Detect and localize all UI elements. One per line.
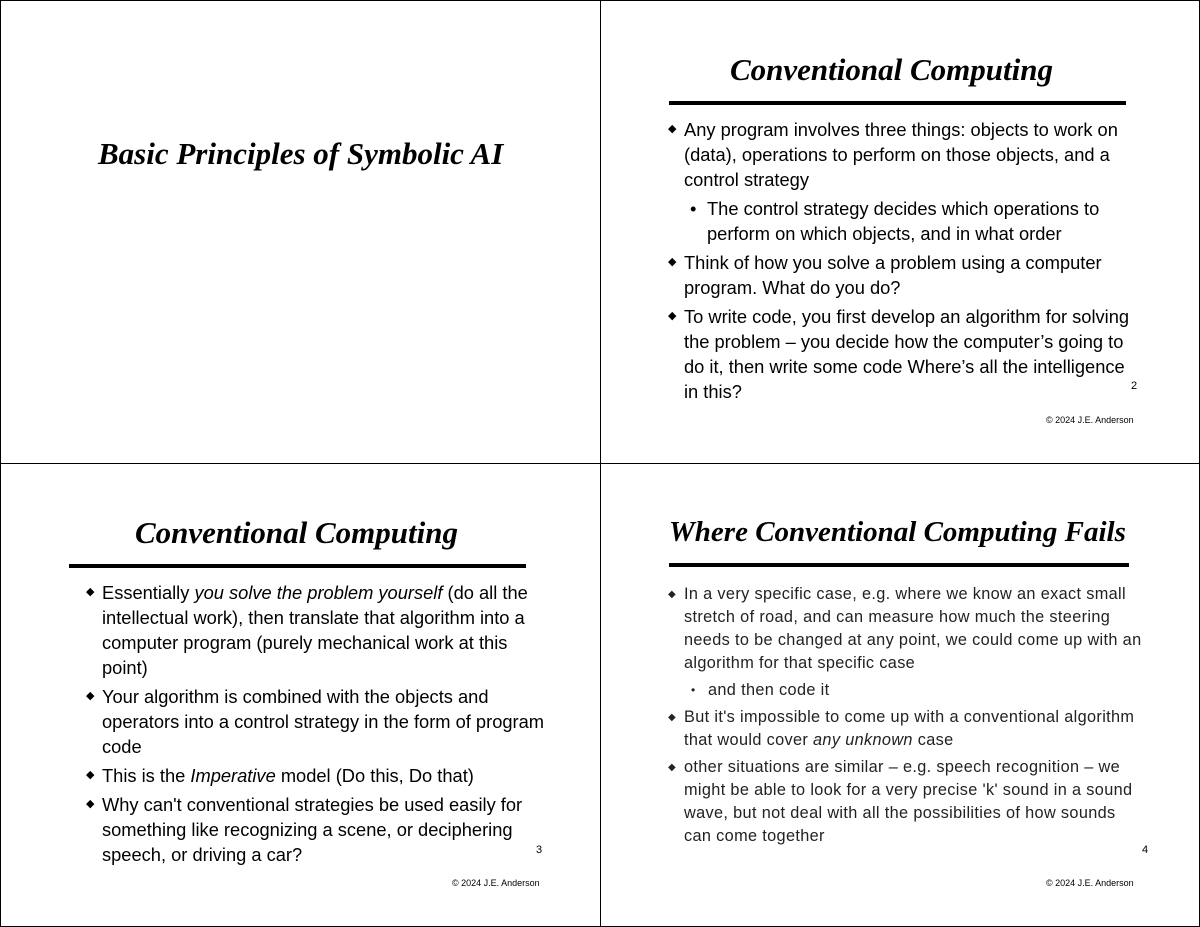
sub-bullet-text: The control strategy decides which operations to perform on which objects, and in what order [707,198,1100,244]
bullet-item [86,684,556,759]
bullet-item [668,304,1138,404]
slide-4 [600,463,1200,926]
copyright-notice: © 2024 J.E. Anderson [1046,878,1134,888]
title-rule [69,564,526,568]
diamond-bullet-icon: ◆ [86,586,95,598]
bullet-text: other situations are similar – e.g. speech recognition – we might be able to look for a very precise 'k' sound in a sound wave, but not deal with all the possibilities of how sounds can come together [684,758,1133,845]
sub-bullet-item [668,679,1143,702]
diamond-bullet-icon: ◆ [668,123,677,135]
diamond-bullet-icon: ◆ [86,798,95,810]
dot-bullet-icon: • [691,683,696,697]
bullet-text: Think of how you solve a problem using a computer program. What do you do? [684,252,1102,298]
slide-2-title: Conventional Computing [730,52,1054,87]
bullet-item [668,583,1143,675]
sub-bullet-item [668,196,1138,246]
diamond-bullet-icon: ◆ [668,256,677,268]
slide-2 [600,0,1200,463]
diamond-bullet-icon: ◆ [86,769,95,781]
bullet-item [668,250,1138,300]
slide-1 [0,0,600,463]
diamond-bullet-icon: ◆ [668,762,677,773]
bullet-item [86,792,556,867]
title-rule [669,563,1129,567]
slide-2-body [668,117,1138,408]
bullet-text-end: (do all the intellectual work), then translate that algorithm into a computer program (purely mechanical work at this point) [102,582,528,678]
bullet-text-end: model (Do this, Do that) [275,765,474,786]
page-number: 4 [1142,844,1149,856]
slide-3-title: Conventional Computing [135,515,459,550]
bullet-item [668,706,1143,752]
copyright-notice: © 2024 J.E. Anderson [1046,415,1134,425]
diamond-bullet-icon: ◆ [668,310,677,322]
bullet-text-start: Essentially [102,582,195,603]
sub-bullet-text: and then code it [708,681,830,699]
diamond-bullet-icon: ◆ [86,690,95,702]
page-number: 2 [1131,380,1138,392]
bullet-text: Any program involves three things: objects to work on (data), operations to perform on those objects, and a control strategy [684,119,1118,190]
bullet-text-end: case [912,731,954,749]
slide-4-title: Where Conventional Computing Fails [669,516,1126,548]
bullet-item [668,756,1143,848]
bullet-text: Why can't conventional strategies be used easily for something like recognizing a scene, or deciphering speech, or driving a car? [102,794,523,865]
dot-bullet-icon: • [690,198,697,219]
bullet-text: To write code, you first develop an algorithm for solving the problem – you decide how the computer’s going to do it, then write some code Where’s all the intelligence in this? [684,306,1130,402]
copyright-notice: © 2024 J.E. Anderson [452,878,540,888]
bullet-text-emphasis: any unknown [813,731,913,749]
slide-4-body [668,583,1143,852]
diamond-bullet-icon: ◆ [668,712,677,723]
bullet-text: Your algorithm is combined with the objects and operators into a control strategy in the form of program code [102,686,545,757]
slide-3-body [86,580,556,871]
title-rule [669,101,1126,105]
page-number: 3 [536,844,543,856]
bullet-text: In a very specific case, e.g. where we know an exact small stretch of road, and can measure how much the steering needs to be changed at any point, we could come up with an algorithm for that specific case [684,585,1142,672]
bullet-item [668,117,1138,192]
slide-1-title: Basic Principles of Symbolic AI [98,136,504,171]
bullet-text-emphasis: you solve the problem yourself [194,582,443,603]
slide-3 [0,463,600,926]
bullet-text-start: But it's impossible to come up with a conventional algorithm that would cover [684,708,1135,749]
bullet-text-start: This is the [102,765,191,786]
bullet-item [86,580,556,680]
bullet-text-emphasis: Imperative [190,765,276,786]
diamond-bullet-icon: ◆ [668,589,677,600]
bullet-item [86,763,556,788]
